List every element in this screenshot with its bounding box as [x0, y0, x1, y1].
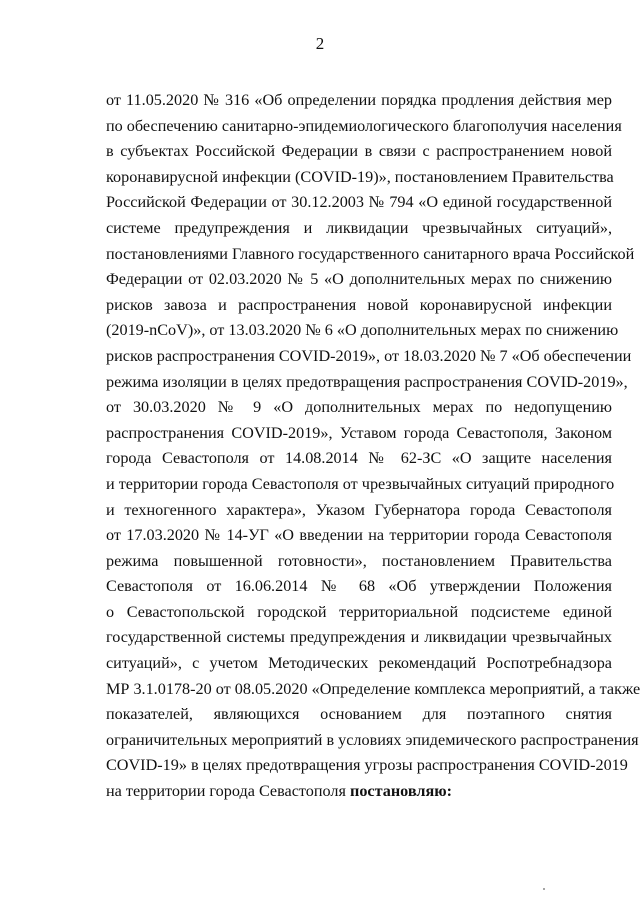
- text-line-23: ситуаций», с учетом Методических рекомендаций Роспотребнадзора: [106, 654, 612, 673]
- final-line-text: на территории города Севастополя: [106, 782, 346, 801]
- text-line-12: режима изоляции в целях предотвращения распространения COVID-2019»,: [106, 372, 628, 391]
- text-line-24: МР 3.1.0178-20 от 08.05.2020 «Определение комплекса мероприятий, а также: [106, 679, 640, 698]
- text-line-16: и территории города Севастополя от чрезвычайных ситуаций природного: [106, 474, 615, 493]
- text-line-17: и техногенного характера», Указом Губернатора города Севастополя: [106, 500, 612, 519]
- scan-artifact: [543, 888, 545, 890]
- text-line-20: Севастополя от 16.06.2014 № 68 «Об утверждении Положения: [106, 577, 612, 596]
- text-line-10: (2019-nCoV)», от 13.03.2020 № 6 «О дополнительных мерах по снижению: [106, 321, 619, 340]
- text-line-7: постановлениями Главного государственного санитарного врача Российской: [106, 244, 635, 263]
- text-line-14: распространения COVID-2019», Уставом города Севастополя, Законом: [106, 423, 612, 442]
- text-line-19: режима повышенной готовности», постановлением Правительства: [106, 551, 612, 570]
- text-line-final: [106, 779, 612, 805]
- page-number: 2: [315, 34, 325, 53]
- decree-keyword: постановляю:: [350, 782, 452, 801]
- text-line-22: государственной системы предупреждения и ликвидации чрезвычайных: [106, 628, 612, 647]
- text-line-8: Федерации от 02.03.2020 № 5 «О дополнительных мерах по снижению: [106, 270, 612, 289]
- text-line-1: от 11.05.2020 № 316 «Об определении порядка продления действия мер: [106, 91, 612, 109]
- text-line-5: Российской Федерации от 30.12.2003 № 794 «О единой государственной: [106, 193, 612, 212]
- text-line-4: коронавирусной инфекции (COVID-19)», постановлением Правительства: [106, 167, 614, 186]
- document-body: [106, 88, 640, 805]
- text-line-9: рисков завоза и распространения новой коронавирусной инфекции: [106, 295, 612, 314]
- text-line-26: ограничительных мероприятий в условиях эпидемического распространения: [106, 730, 639, 749]
- text-line-13: от 30.03.2020 № 9 «О дополнительных мерах по недопущению: [106, 398, 612, 417]
- text-line-6: системе предупреждения и ликвидации чрезвычайных ситуаций»,: [106, 218, 612, 237]
- text-line-11: рисков распространения COVID-2019», от 18.03.2020 № 7 «Об обеспечении: [106, 346, 632, 365]
- text-line-21: о Севастопольской городской территориальной подсистеме единой: [106, 602, 612, 621]
- text-line-3: в субъектах Российской Федерации в связи с распространением новой: [106, 142, 612, 161]
- text-line-18: от 17.03.2020 № 14-УГ «О введении на территории города Севастополя: [106, 526, 612, 545]
- text-line-27: COVID-19» в целях предотвращения угрозы распространения COVID-2019: [106, 756, 628, 775]
- text-line-25: показателей, являющихся основанием для поэтапного снятия: [106, 705, 612, 724]
- text-line-15: города Севастополя от 14.08.2014 № 62-ЗС «О защите населения: [106, 449, 612, 468]
- text-line-2: по обеспечению санитарно-эпидемиологического благополучия населения: [106, 116, 622, 135]
